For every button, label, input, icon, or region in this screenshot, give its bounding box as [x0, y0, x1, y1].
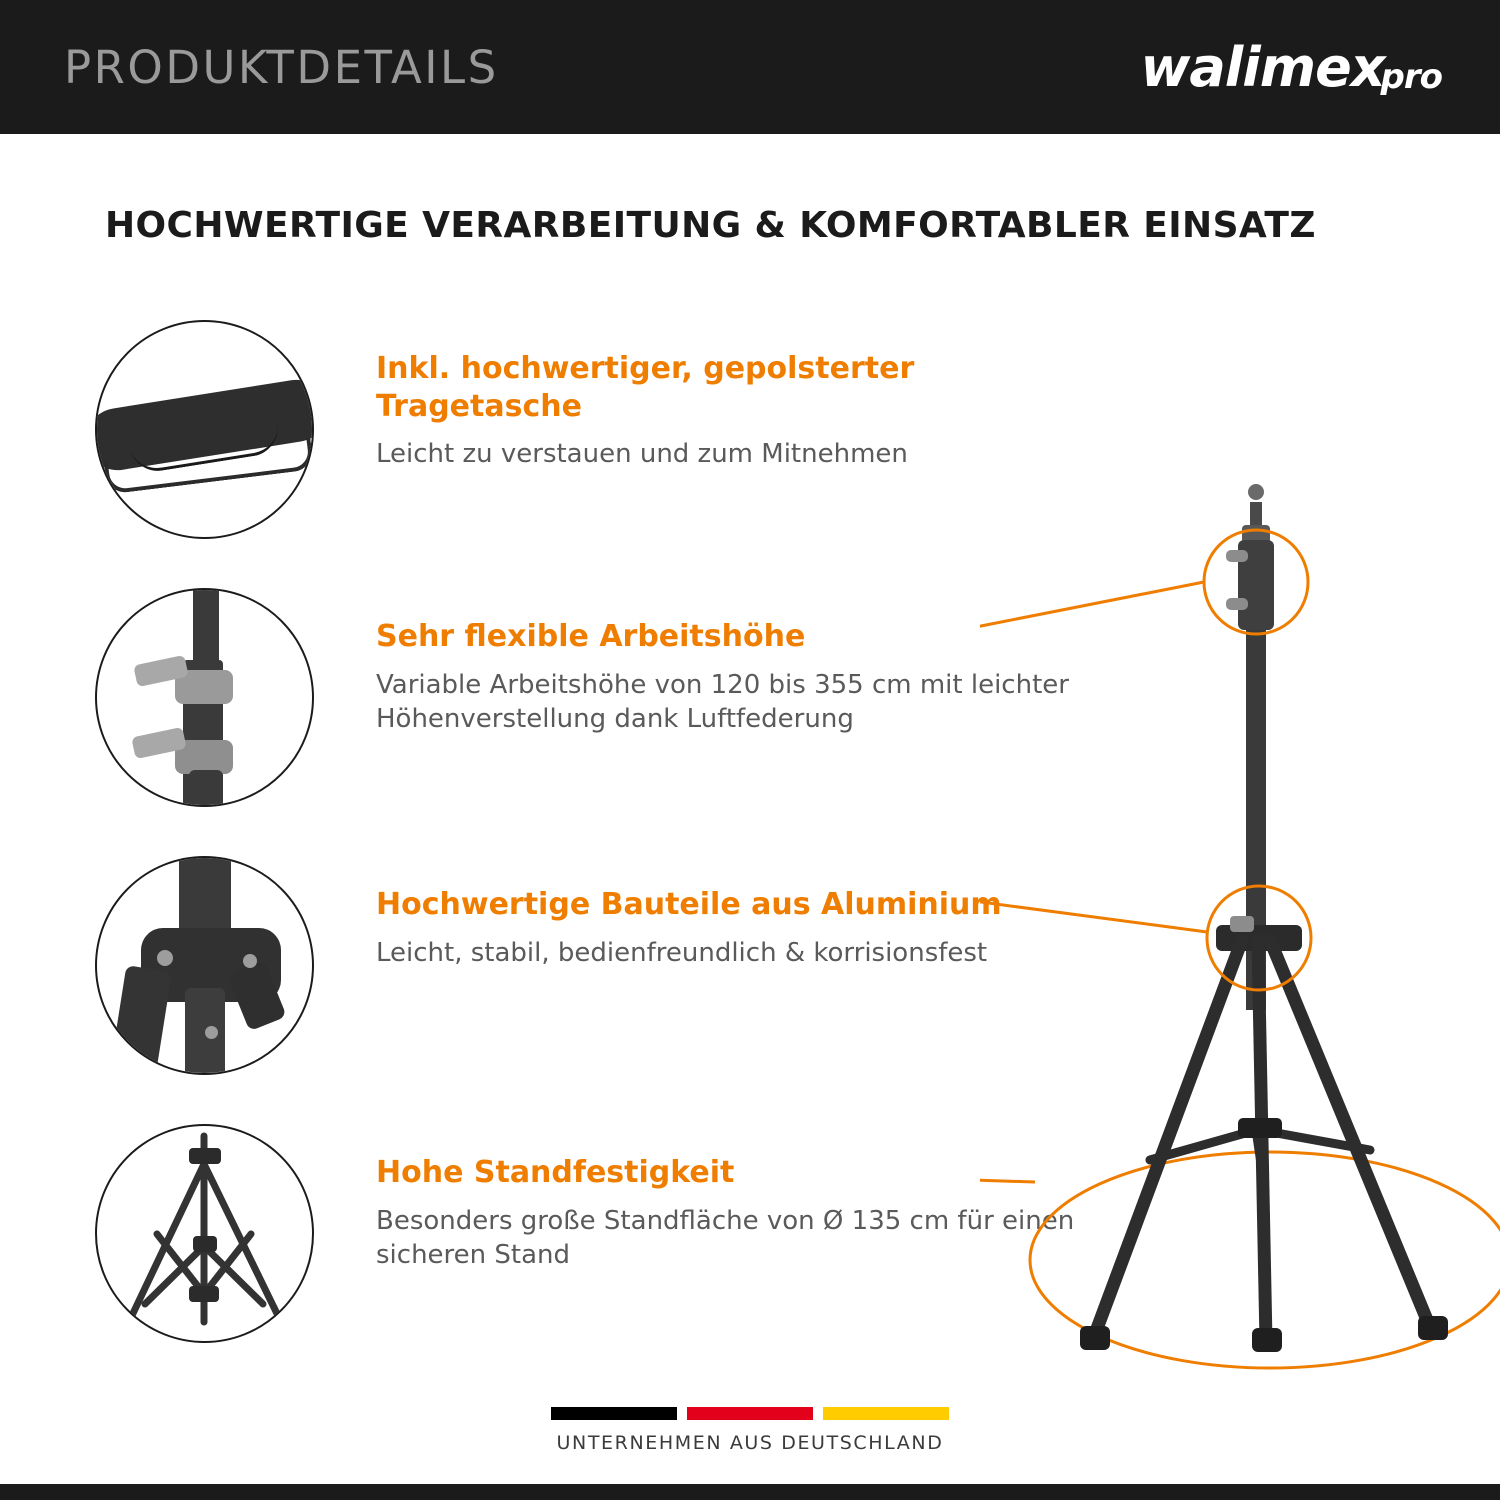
list-item	[95, 856, 1115, 1106]
list-item	[95, 320, 1115, 570]
feature-description: Leicht zu verstauen und zum Mitnehmen	[376, 439, 908, 469]
light-stand-illustration	[980, 470, 1500, 1400]
brand-suffix: pro	[1380, 56, 1442, 97]
feature-list	[95, 320, 1115, 1392]
feature-title: Hohe Standfestigkeit	[376, 1155, 735, 1190]
bottom-bar	[0, 1484, 1500, 1500]
german-flag-icon	[0, 1407, 1500, 1420]
page-header	[0, 0, 1500, 134]
feature-title: Hochwertige Bauteile aus Aluminium	[376, 887, 1002, 922]
aluminium-parts-icon	[95, 856, 314, 1075]
page-title: PRODUKTDETAILS	[64, 40, 499, 94]
feature-description: Variable Arbeitshöhe von 120 bis 355 cm mit leichter Höhenverstellung dank Luftfederung	[376, 669, 1069, 734]
feature-description: Besonders große Standfläche von Ø 135 cm für einen sicheren Stand	[376, 1205, 1075, 1270]
list-item	[95, 588, 1115, 838]
footer-text: UNTERNEHMEN AUS DEUTSCHLAND	[556, 1432, 944, 1454]
feature-description: Leicht, stabil, bedienfreundlich & korrisionsfest	[376, 937, 988, 968]
brand-logo	[1140, 36, 1442, 99]
clamp-lock-icon	[95, 588, 314, 807]
brand-name: walimex	[1140, 35, 1385, 99]
footer	[0, 1407, 1500, 1454]
section-headline: HOCHWERTIGE VERARBEITUNG & KOMFORTABLER EINSATZ	[105, 205, 1316, 246]
tripod-base-drawing	[97, 1126, 312, 1341]
feature-title: Inkl. hochwertiger, gepolsterter Tragetasche	[376, 351, 915, 424]
feature-text	[376, 320, 1115, 471]
list-item	[95, 1124, 1115, 1374]
tripod-base-icon	[95, 1124, 314, 1343]
carrying-bag-icon	[95, 320, 314, 539]
product-image	[980, 470, 1500, 1400]
feature-title: Sehr flexible Arbeitshöhe	[376, 619, 806, 654]
